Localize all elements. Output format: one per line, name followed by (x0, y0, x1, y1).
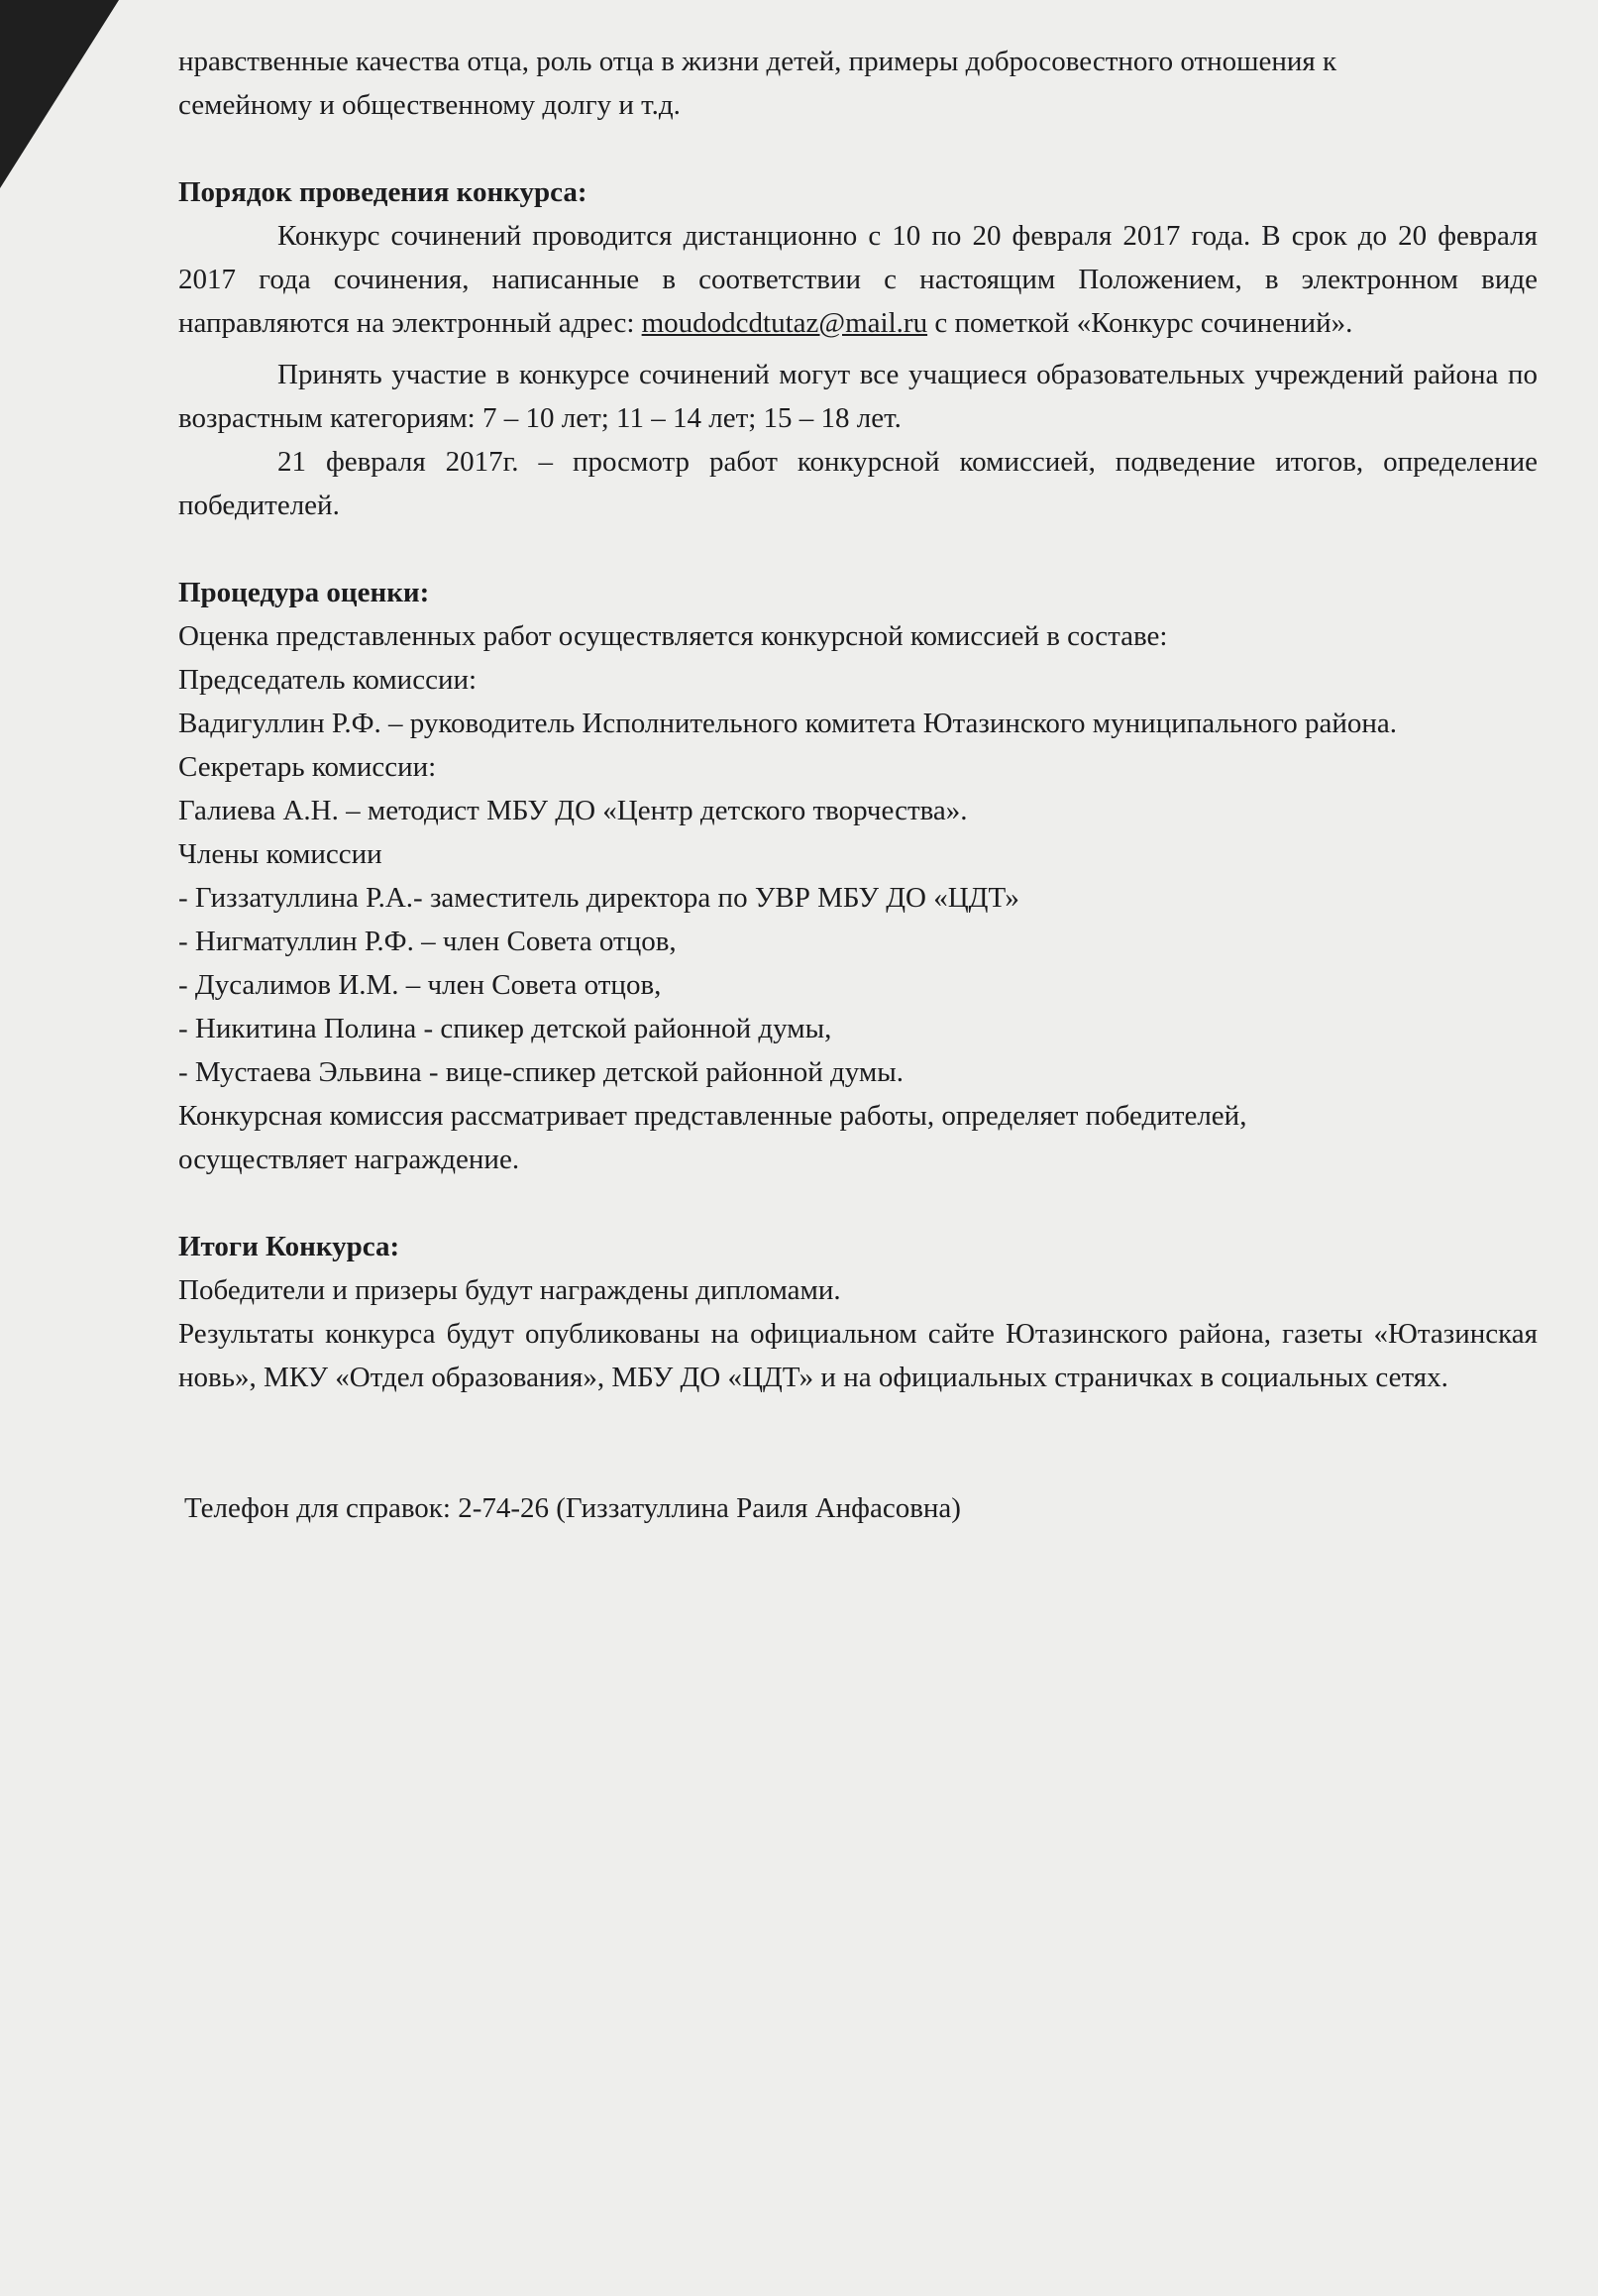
secretary-name: Галиева А.Н. – методист МБУ ДО «Центр детского творчества». (178, 795, 968, 826)
order-text-a: Конкурс сочинений проводится дистанционно с 10 по 20 февраля 2017 года. В срок до 20 февраля 2017 года сочинения, написанные в соответствии с настоящим Положением, в электронном виде направляются на электронный адрес: (178, 220, 1538, 339)
member-4: - Никитина Полина - спикер детской районной думы, (178, 1013, 832, 1044)
order-paragraph-2: Принять участие в конкурсе сочинений могут все учащиеся образовательных учреждений района по возрастным категориям: 7 – 10 лет; 11 – 14 лет; 15 – 18 лет. (178, 359, 1538, 434)
intro-line-1: нравственные качества отца, роль отца в жизни детей, примеры добросовестного отношения к (178, 46, 1337, 77)
order-text-b: с пометкой «Конкурс сочинений». (927, 307, 1353, 339)
member-1: - Гиззатуллина Р.А.- заместитель директора по УВР МБУ ДО «ЦДТ» (178, 882, 1019, 914)
member-2: - Нигматуллин Р.Ф. – член Совета отцов, (178, 926, 677, 957)
members-label: Члены комиссии (178, 838, 382, 870)
order-heading: Порядок проведения конкурса: (178, 176, 587, 208)
evaluation-line: Оценка представленных работ осуществляется конкурсной комиссией в составе: (178, 620, 1168, 652)
member-5: - Мустаева Эльвина - вице-спикер детской районной думы. (178, 1056, 904, 1088)
results-paragraph-1: Победители и призеры будут награждены дипломами. (178, 1274, 841, 1306)
evaluation-heading: Процедура оценки: (178, 577, 430, 608)
chair-name: Вадигуллин Р.Ф. – руководитель Исполнительного комитета Ютазинского муниципального района. (178, 708, 1398, 739)
scan-dark-corner (0, 0, 119, 188)
contact-phone: Телефон для справок: 2-74-26 (Гиззатуллина Раиля Анфасовна) (184, 1492, 961, 1524)
order-paragraph-1 (178, 214, 1538, 345)
chair-label: Председатель комиссии: (178, 664, 478, 696)
results-heading: Итоги Конкурса: (178, 1231, 400, 1262)
email-link[interactable]: moudodcdtutaz@mail.ru (641, 307, 928, 339)
order-paragraph-3: 21 февраля 2017г. – просмотр работ конкурсной комиссией, подведение итогов, определение победителей. (178, 446, 1538, 521)
document-page (178, 40, 1538, 1530)
commission-duties-2: осуществляет награждение. (178, 1144, 520, 1175)
intro-line-2: семейному и общественному долгу и т.д. (178, 89, 681, 121)
results-paragraph-2: Результаты конкурса будут опубликованы на официальном сайте Ютазинского района, газеты «Ютазинская новь», МКУ «Отдел образования», МБУ ДО «ЦДТ» и на официальных страничках в социальных сетях. (178, 1318, 1538, 1393)
secretary-label: Секретарь комиссии: (178, 751, 437, 783)
member-3: - Дусалимов И.М. – член Совета отцов, (178, 969, 662, 1001)
commission-duties-1: Конкурсная комиссия рассматривает представленные работы, определяет победителей, (178, 1100, 1247, 1132)
